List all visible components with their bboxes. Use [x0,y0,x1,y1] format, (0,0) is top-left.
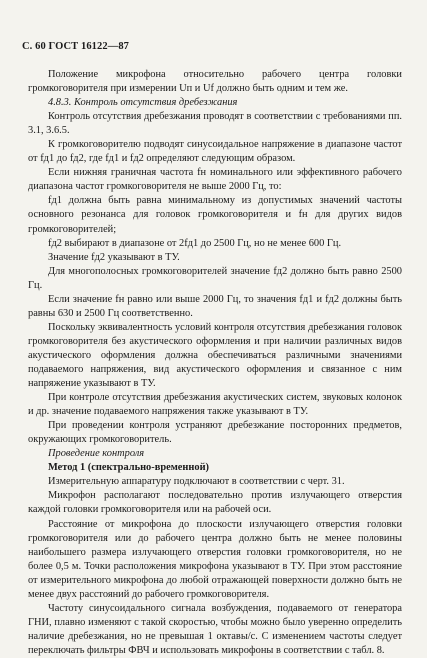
paragraph: К громкоговорителю подводят синусоидальное напряжение в диапазоне частот от fд1 до fд2, где fд1 и fд2 определяют следующим образом. [28,139,402,165]
body-text [28,68,402,658]
paragraph: fд1 должна быть равна минимальному из допустимых значений частоты основного резонанса для головок громкоговорителя и fн для других видов громкоговорителей; [28,195,402,235]
paragraph: Значение fд2 указывают в ТУ. [48,251,180,263]
subsection-heading: Проведение контроля [48,448,145,460]
paragraph: При проведении контроля устраняют дребезжание посторонних предметов, окружающих громкоговоритель. [28,420,402,446]
paragraph: Поскольку эквивалентность условий контроля отсутствия дребезжания головок громкоговорителя без акустического оформления и при наличии различных видов акустического оформления должна обеспечиваться различными значениями подаваемого напряжения, вид акустического оформления и связанное с ним напряжение указывают в ТУ. [28,321,402,390]
paragraph: Если нижняя граничная частота fн номинального или эффективного рабочего диапазона частот громкоговорителя не выше 2000 Гц, то: [28,167,402,193]
paragraph: fд2 выбирают в диапазоне от 2fд1 до 2500 Гц, но не менее 600 Гц. [48,237,342,249]
paragraph: Частоту синусоидального сигнала возбуждения, подаваемого от генератора ГНИ, плавно изменяют с такой скоростью, чтобы можно было уверенно определить наличие дребезжания, но не превышая 1 октавы/с. С изменением частоты следует переключать фильтры ФВЧ и использовать микрофоны в соответствии с табл. 8. [28,602,402,656]
paragraph: Для многополосных громкоговорителей значение fд2 должно быть равно 2500 Гц. [28,265,402,291]
section-heading: 4.8.3. Контроль отсутствия дребезжания [48,97,238,109]
page-header: С. 60 ГОСТ 16122—87 [22,41,130,52]
paragraph: Если значение fн равно или выше 2000 Гц, то значения fд1 и fд2 должны быть равны 630 и 2500 Гц соответственно. [28,293,402,319]
paragraph: Контроль отсутствия дребезжания проводят в соответствии с требованиями пп. 3.1, 3.6.5. [28,111,402,137]
paragraph: При контроле отсутствия дребезжания акустических систем, звуковых колонок и др. значение подаваемого напряжения также указывают в ТУ. [28,392,402,418]
paragraph: Расстояние от микрофона до плоскости излучающего отверстия головки громкоговорителя или до рабочего центра должно быть не менее половины наибольшего размера излучающего отверстия головки громкоговорителя, но не более 0,5 м. Точки расположения микрофона указывают в ТУ. При этом расстояние от измерительного микрофона до любой отражающей поверхности должно быть не менее двух расстояний до рабочего громкоговорителя. [28,518,402,600]
paragraph: Положение микрофона относительно рабочего центра головки громкоговорителя при измерении Uп и Uf должно быть одним и тем же. [28,69,402,95]
method-heading: Метод 1 (спектрально-временной) [48,462,210,474]
paragraph: Измерительную аппаратуру подключают в соответствии с черт. 31. [48,476,345,488]
paragraph: Микрофон располагают последовательно против излучающего отверстия каждой головки громкоговорителя или на рабочей оси. [28,490,402,516]
